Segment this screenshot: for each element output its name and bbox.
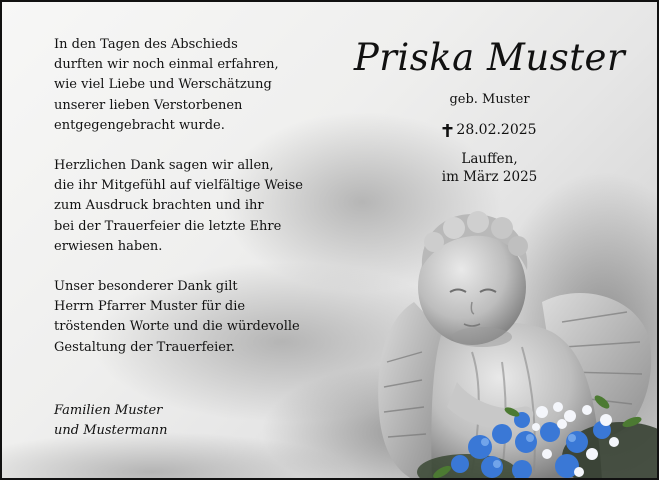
birth-name: geb. Muster [449, 92, 530, 107]
date-line: im März 2025 [441, 169, 538, 185]
death-date: 28.02.2025 [456, 122, 537, 138]
deceased-name: Priska Muster [353, 36, 626, 79]
place-date [347, 150, 632, 186]
thank-you-text [54, 35, 354, 378]
thank-you-paragraph-2: Herzlichen Dank sagen wir allen, die ihr Mitgefühl auf vielfältige Weise zum Ausdruck brachten und ihr bei der Trauerfeier die letzte Ehre erwiesen haben. [54, 158, 303, 254]
thank-you-paragraph-3: Unser besonderer Dank gilt Herrn Pfarrer Muster für die tröstenden Worte und die würdevolle Gestaltung der Trauerfeier. [54, 279, 300, 355]
deceased-info [347, 32, 632, 186]
cross-icon [442, 124, 453, 137]
thank-you-paragraph-1: In den Tagen des Abschieds durften wir noch einmal erfahren, wie viel Liebe und Werschätzung unserer lieben Verstorbenen entgegengebracht wurde. [54, 37, 279, 133]
family-signature: Familien Muster und Mustermann [54, 403, 168, 439]
place: Lauffen, [461, 151, 518, 167]
death-date-line [347, 122, 632, 138]
